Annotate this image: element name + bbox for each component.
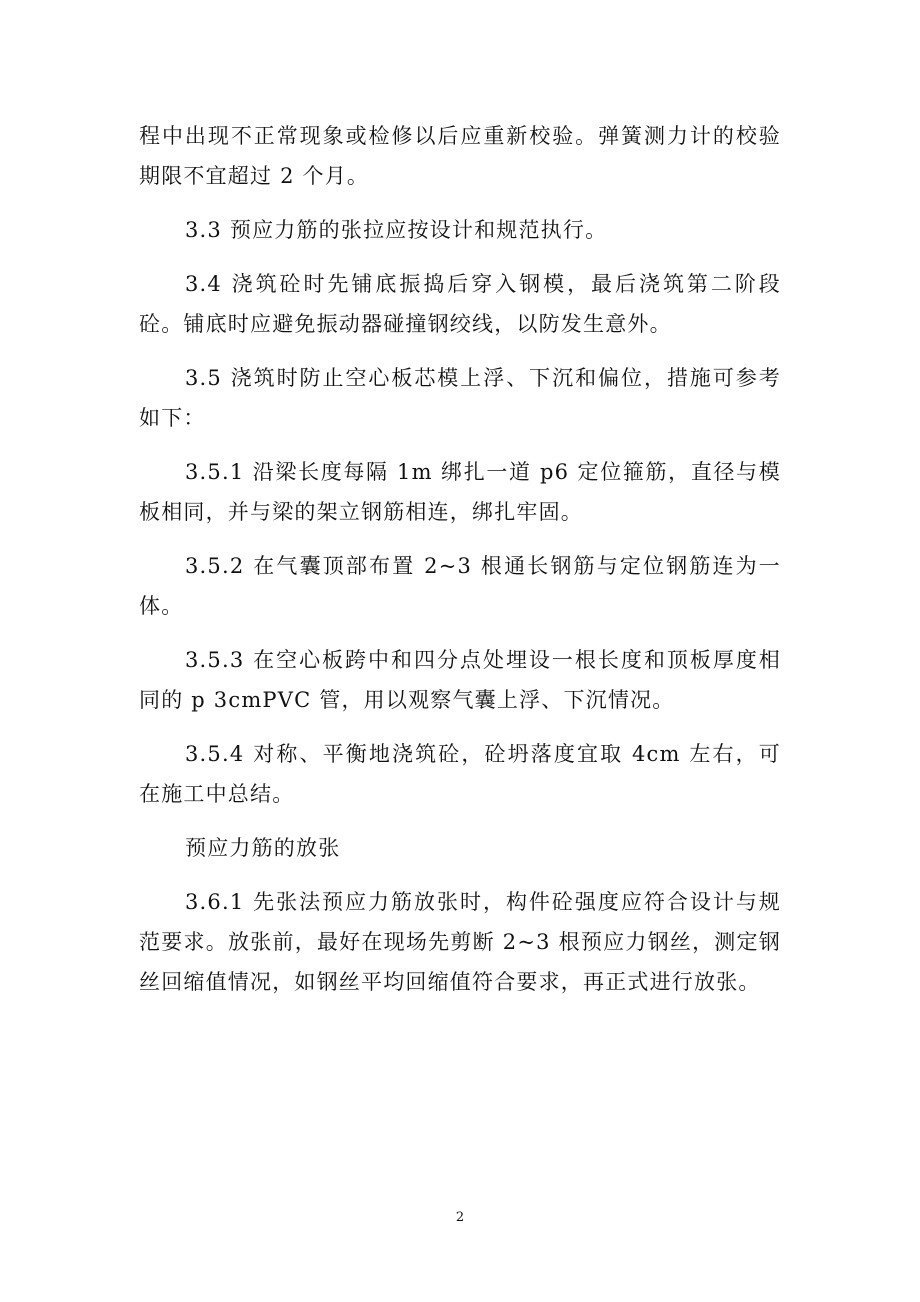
paragraph-3-5-1: 3.5.1 沿梁长度每隔 1m 绑扎一道 p6 定位箍筋，直径与模板相同，并与梁的架立钢筋相连，绑扎牢固。 — [139, 460, 781, 524]
paragraph-3-3: 3.3 预应力筋的张拉应按设计和规范执行。 — [185, 218, 608, 242]
paragraph-3-6-1: 3.6.1 先张法预应力筋放张时，构件砼强度应符合设计与规范要求。放张前，最好在现场先剪断 2~3 根预应力钢丝，测定钢丝回缩值情况，如钢丝平均回缩值符合要求，再正式进行放张。 — [139, 890, 781, 994]
paragraph-3-4: 3.4 浇筑砼时先铺底振捣后穿入钢模，最后浇筑第二阶段砼。铺底时应避免振动器碰撞钢绞线，以防发生意外。 — [139, 272, 781, 336]
paragraph-3-5: 3.5 浇筑时防止空心板芯模上浮、下沉和偏位，措施可参考如下： — [139, 366, 781, 430]
paragraph-3-5-4: 3.5.4 对称、平衡地浇筑砼，砼坍落度宜取 4cm 左右，可在施工中总结。 — [139, 742, 781, 806]
section-heading-prestress-release: 预应力筋的放张 — [185, 836, 341, 860]
paragraph-3-5-2: 3.5.2 在气囊顶部布置 2~3 根通长钢筋与定位钢筋连为一体。 — [139, 554, 781, 618]
paragraph-3-5-3: 3.5.3 在空心板跨中和四分点处埋设一根长度和顶板厚度相同的 p 3cmPVC 管，用以观察气囊上浮、下沉情况。 — [139, 648, 781, 712]
body-text — [139, 116, 781, 1002]
page-number: 2 — [455, 1210, 465, 1225]
paragraph-continuation: 程中出现不正常现象或检修以后应重新校验。弹簧测力计的校验期限不宜超过 2 个月。 — [139, 124, 781, 188]
